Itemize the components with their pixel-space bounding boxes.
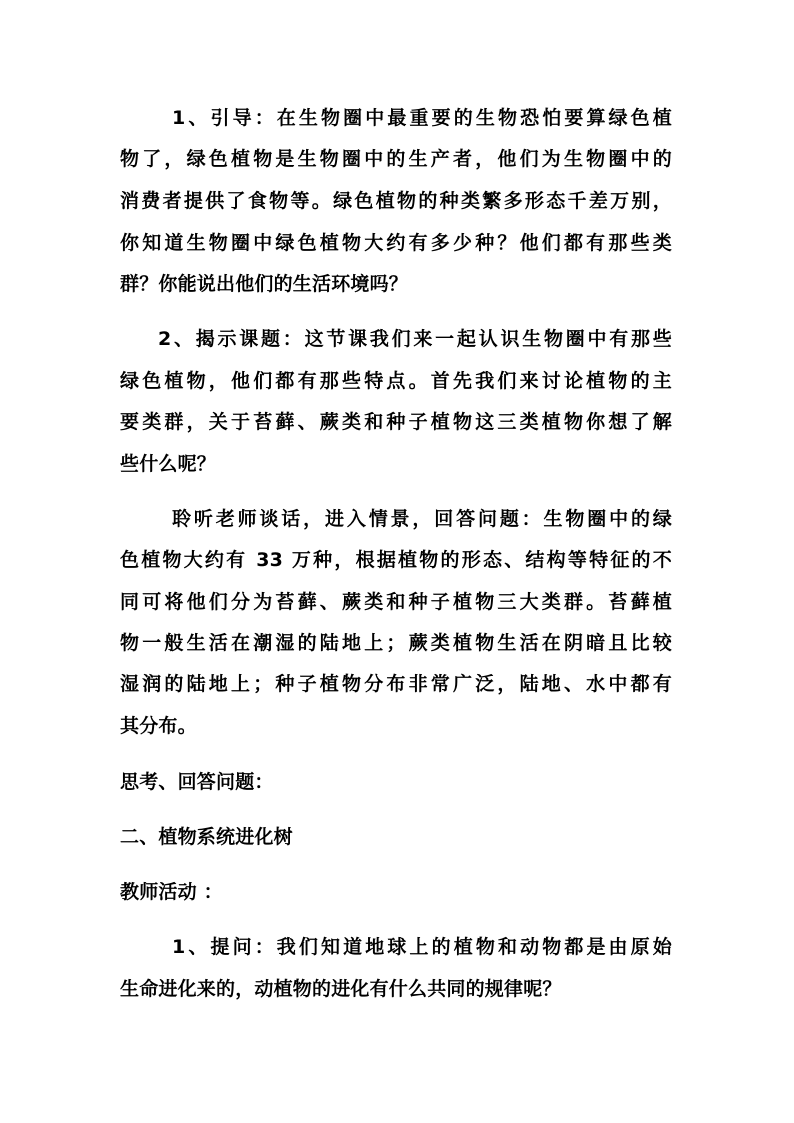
text-line: 生命进化来的，动植物的进化有什么共同的规律呢？ [120,978,562,1000]
text-line: 2、揭示课题：这节课我们来一起认识生物圈中有那些 [158,328,672,350]
heading-line: 二、植物系统进化树 [120,826,293,848]
text-line: 1、提问：我们知道地球上的植物和动物都是由原始 [172,936,672,958]
text-line: 聆听老师谈话，进入情景，回答问题：生物圈中的绿 [172,508,672,530]
text-line: 绿色植物，他们都有那些特点。首先我们来讨论植物的主 [120,370,672,392]
text-line: 同可将他们分为苔藓、蕨类和种子植物三大类群。苔藓植 [120,591,672,613]
text-line: 湿润的陆地上；种子植物分布非常广泛，陆地、水中都有 [120,673,672,695]
text-line: 你知道生物圈中绿色植物大约有多少种？他们都有那些类 [120,232,672,254]
text-line: 物一般生活在潮湿的陆地上；蕨类植物生活在阴暗且比较 [120,632,672,654]
text-line: 教师活动 ： [120,881,223,903]
text-line: 物了，绿色植物是生物圈中的生产者，他们为生物圈中的 [120,148,672,170]
text-line: 1、引导：在生物圈中最重要的生物恐怕要算绿色植 [172,107,672,129]
text-line: 些什么呢？ [120,453,217,475]
text-line: 群？你能说出他们的生活环境吗？ [120,273,409,295]
text-line: 消费者提供了食物等。绿色植物的种类繁多形态千差万别， [120,190,672,212]
text-line: 思考、回答问题： [120,771,274,793]
text-line: 其分布。 [120,715,197,737]
text-line: 要类群，关于苔藓、蕨类和种子植物这三类植物你想了解 [120,411,672,433]
text-line: 色植物大约有 33 万种，根据植物的形态、结构等特征的不 [120,549,672,571]
